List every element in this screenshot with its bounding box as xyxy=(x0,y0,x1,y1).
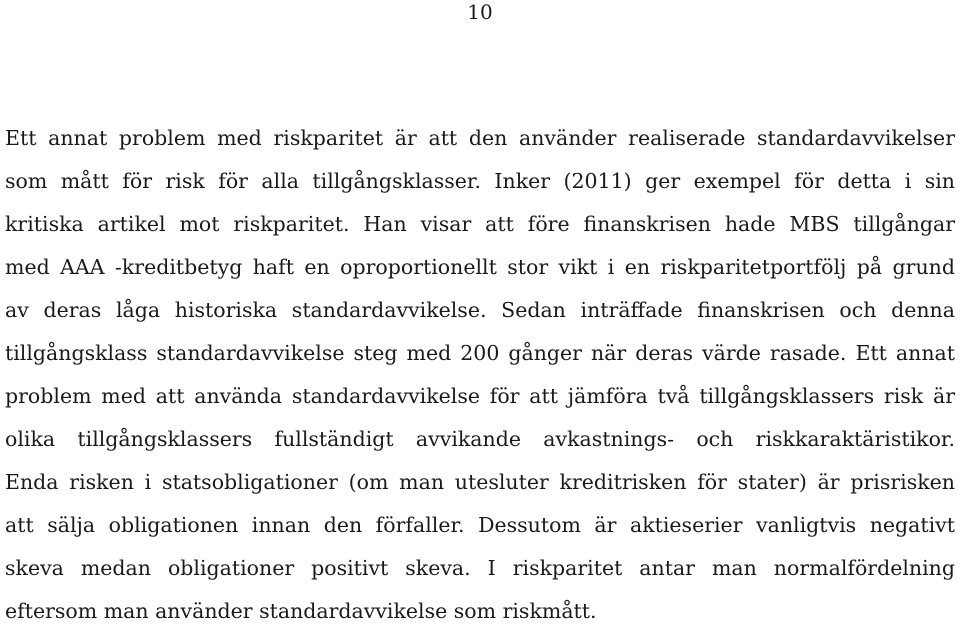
body-paragraph xyxy=(5,117,955,633)
paragraph-line: kritiska artikel mot riskparitet. Han visar att före finanskrisen hade MBS tillgångar xyxy=(5,212,955,236)
paragraph-line: olika tillgångsklassers fullständigt avvikande avkastnings- och riskkaraktäristikor. xyxy=(5,427,955,451)
paragraph-line: av deras låga historiska standardavvikelse. Sedan inträffade finanskrisen och denna xyxy=(5,298,955,322)
page-number: 10 xyxy=(467,0,493,24)
paragraph-line: eftersom man använder standardavvikelse som riskmått. xyxy=(5,599,597,623)
paragraph-line: tillgångsklass standardavvikelse steg med 200 gånger när deras värde rasade. Ett annat xyxy=(5,341,955,365)
paragraph-line: Ett annat problem med riskparitet är att den använder realiserade standardavvikelser xyxy=(5,126,955,150)
paragraph-line: skeva medan obligationer positivt skeva. I riskparitet antar man normalfördelning xyxy=(5,556,955,580)
paragraph-line: som mått för risk för alla tillgångsklasser. Inker (2011) ger exempel för detta i sin xyxy=(5,169,955,193)
paragraph-line: med AAA -kreditbetyg haft en oproportionellt stor vikt i en riskparitetportfölj på grund xyxy=(5,255,955,279)
paragraph-line: att sälja obligationen innan den förfaller. Dessutom är aktieserier vanligtvis negativt xyxy=(5,513,955,537)
paragraph-line: Enda risken i statsobligationer (om man utesluter kreditrisken för stater) är prisrisken xyxy=(5,470,955,494)
paragraph-line: problem med att använda standardavvikelse för att jämföra två tillgångsklassers risk är xyxy=(5,384,955,408)
